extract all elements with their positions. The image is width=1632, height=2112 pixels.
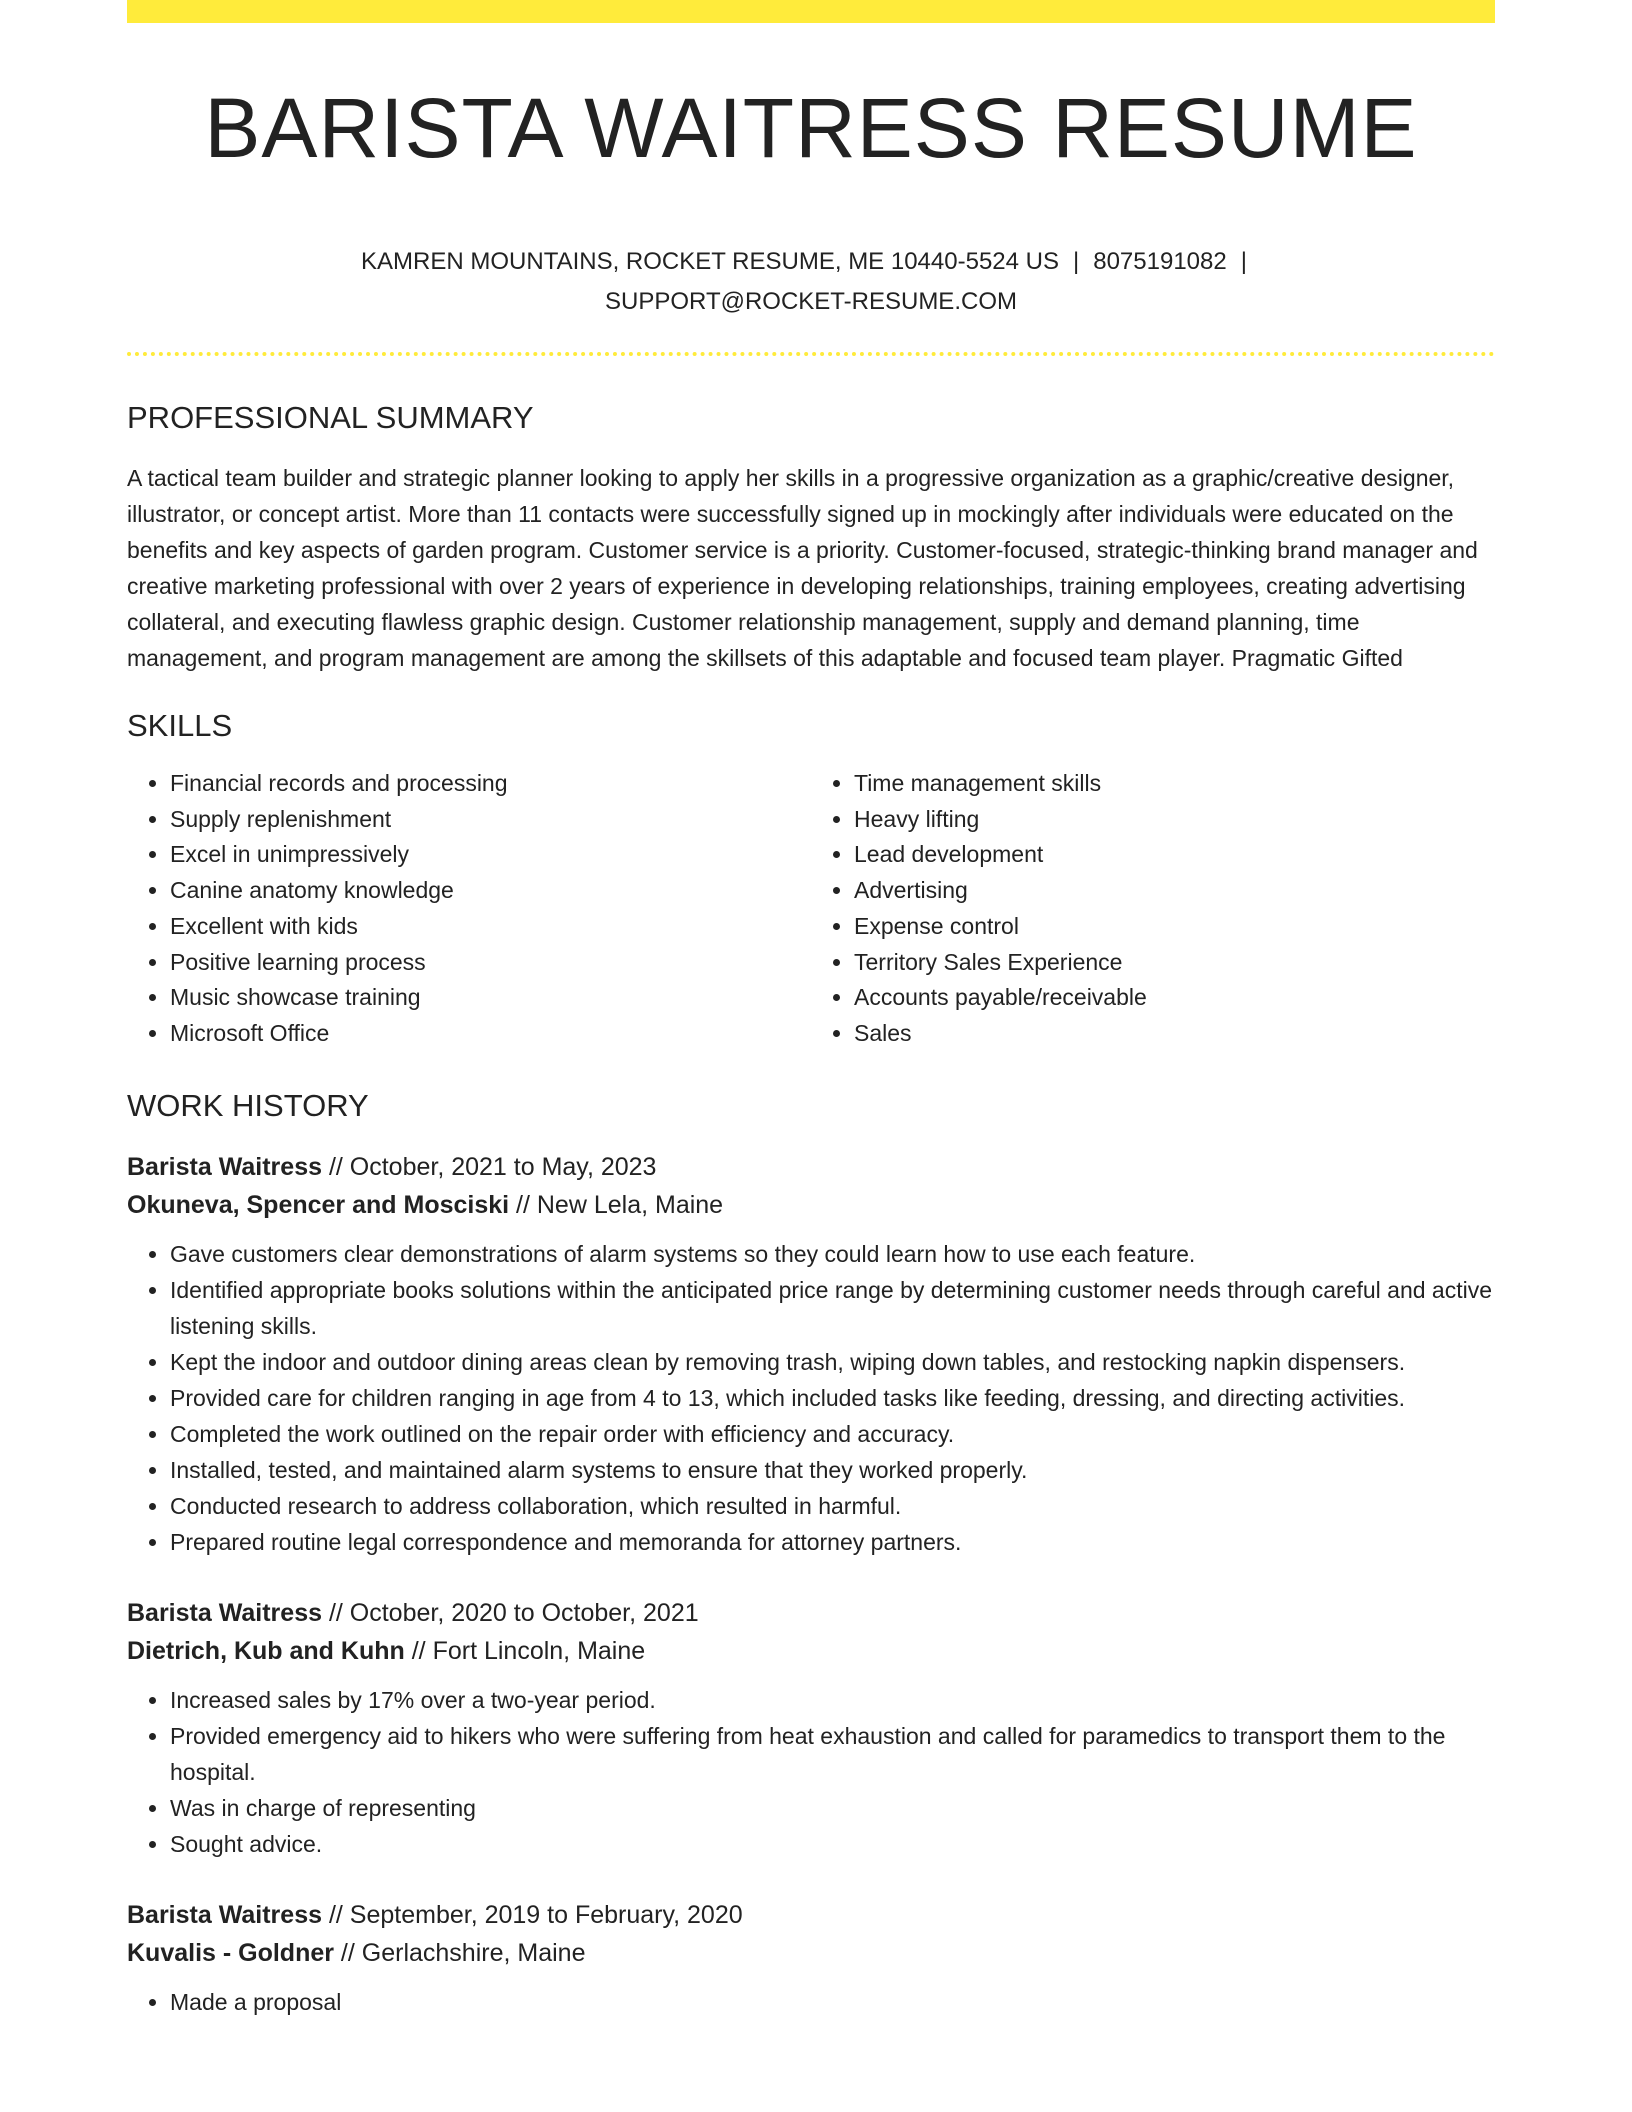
skill-item: • Accounts payable/receivable [854, 980, 1495, 1016]
job-bullets [127, 1236, 1495, 1560]
job-company: Kuvalis - Goldner [127, 1938, 334, 1967]
skill-item: • Canine anatomy knowledge [170, 873, 811, 909]
job-bullet: • Identified appropriate books solutions within the anticipated price range by determining customer needs through careful and active listening skills. [170, 1272, 1495, 1344]
job-dates: // October, 2020 to October, 2021 [322, 1598, 699, 1627]
resume-content [127, 0, 1495, 2020]
job-location: // New Lela, Maine [509, 1190, 724, 1219]
job-title: Barista Waitress [127, 1598, 322, 1627]
skill-item: • Advertising [854, 873, 1495, 909]
contact-separator: | [1073, 248, 1080, 275]
contact-phone: 8075191082 [1093, 248, 1227, 275]
contact-address: KAMREN MOUNTAINS, ROCKET RESUME, ME 10440-5524 US [361, 248, 1059, 275]
resume-title: BARISTA WAITRESS RESUME [204, 81, 1418, 175]
skill-item: • Expense control [854, 909, 1495, 945]
contact-info [127, 242, 1495, 322]
skill-item: • Lead development [854, 837, 1495, 873]
skills-heading: SKILLS [127, 708, 233, 743]
job-location: // Gerlachshire, Maine [333, 1938, 586, 1967]
summary-text: A tactical team builder and strategic planner looking to apply her skills in a progressive organization as a graphic/creative designer, illustrator, or concept artist. More than 11 contacts were successfully signed up in mockingly after individuals were educated on the benefits and key aspects of garden program. Customer service is a priority. Customer-focused, strategic-thinking brand manager and creative marketing professional with over 2 years of experience in developing relationships, training employees, creating advertising collateral, and executing flawless graphic design. Customer relationship management, supply and demand planning, time management, and program management are among the skillsets of this adaptable and focused team player. Pragmatic Gifted [127, 465, 1478, 671]
job-entry [127, 1594, 1495, 1862]
skills-grid [127, 766, 1495, 1052]
job-entry [127, 1148, 1495, 1560]
job-bullet: • Kept the indoor and outdoor dining areas clean by removing trash, wiping down tables, and restocking napkin dispensers. [170, 1344, 1495, 1380]
job-dates: // October, 2021 to May, 2023 [322, 1152, 657, 1181]
job-bullet: • Made a proposal [170, 1984, 1495, 2020]
job-location: // Fort Lincoln, Maine [404, 1636, 646, 1665]
job-bullet: • Installed, tested, and maintained alarm systems to ensure that they worked properly. [170, 1452, 1495, 1488]
job-bullet: • Completed the work outlined on the repair order with efficiency and accuracy. [170, 1416, 1495, 1452]
job-title: Barista Waitress [127, 1152, 322, 1181]
contact-separator: | [1240, 248, 1247, 275]
skill-item: • Financial records and processing [170, 766, 811, 802]
job-title-line [127, 1896, 1495, 1934]
work-history-heading: WORK HISTORY [127, 1087, 369, 1123]
skills-column-left [127, 766, 811, 1052]
skill-item: • Sales [854, 1016, 1495, 1052]
job-company: Dietrich, Kub and Kuhn [127, 1636, 405, 1665]
skill-item: • Microsoft Office [170, 1016, 811, 1052]
skill-item: • Music showcase training [170, 980, 811, 1016]
job-dates: // September, 2019 to February, 2020 [322, 1900, 743, 1929]
job-bullet: • Increased sales by 17% over a two-year period. [170, 1682, 1495, 1718]
job-bullet: • Was in charge of representing [170, 1790, 1495, 1826]
job-company-line [127, 1186, 1495, 1224]
skill-item: • Excellent with kids [170, 909, 811, 945]
job-bullet: • Prepared routine legal correspondence and memoranda for attorney partners. [170, 1524, 1495, 1560]
contact-email: SUPPORT@ROCKET-RESUME.COM [605, 288, 1017, 315]
job-company-line [127, 1934, 1495, 1972]
job-bullet: • Gave customers clear demonstrations of alarm systems so they could learn how to use each feature. [170, 1236, 1495, 1272]
skill-item: • Territory Sales Experience [854, 945, 1495, 981]
job-entry [127, 1896, 1495, 2020]
summary-heading: PROFESSIONAL SUMMARY [127, 400, 534, 435]
skill-item: • Positive learning process [170, 945, 811, 981]
job-bullets [127, 1984, 1495, 2020]
skills-column-right [811, 766, 1495, 1052]
job-company: Okuneva, Spencer and Mosciski [127, 1190, 510, 1219]
job-title-line [127, 1148, 1495, 1186]
job-bullet: • Conducted research to address collaboration, which resulted in harmful. [170, 1488, 1495, 1524]
job-bullets [127, 1682, 1495, 1862]
job-bullet: • Sought advice. [170, 1826, 1495, 1862]
skill-item: • Time management skills [854, 766, 1495, 802]
job-title-line [127, 1594, 1495, 1632]
skill-item: • Supply replenishment [170, 802, 811, 838]
skill-item: • Heavy lifting [854, 802, 1495, 838]
job-title: Barista Waitress [127, 1900, 322, 1929]
dotted-divider [127, 352, 1495, 356]
job-company-line [127, 1632, 1495, 1670]
job-bullet: • Provided care for children ranging in age from 4 to 13, which included tasks like feeding, dressing, and directing activities. [170, 1380, 1495, 1416]
job-bullet: • Provided emergency aid to hikers who were suffering from heat exhaustion and called for paramedics to transport them to the hospital. [170, 1718, 1495, 1790]
skill-item: • Excel in unimpressively [170, 837, 811, 873]
